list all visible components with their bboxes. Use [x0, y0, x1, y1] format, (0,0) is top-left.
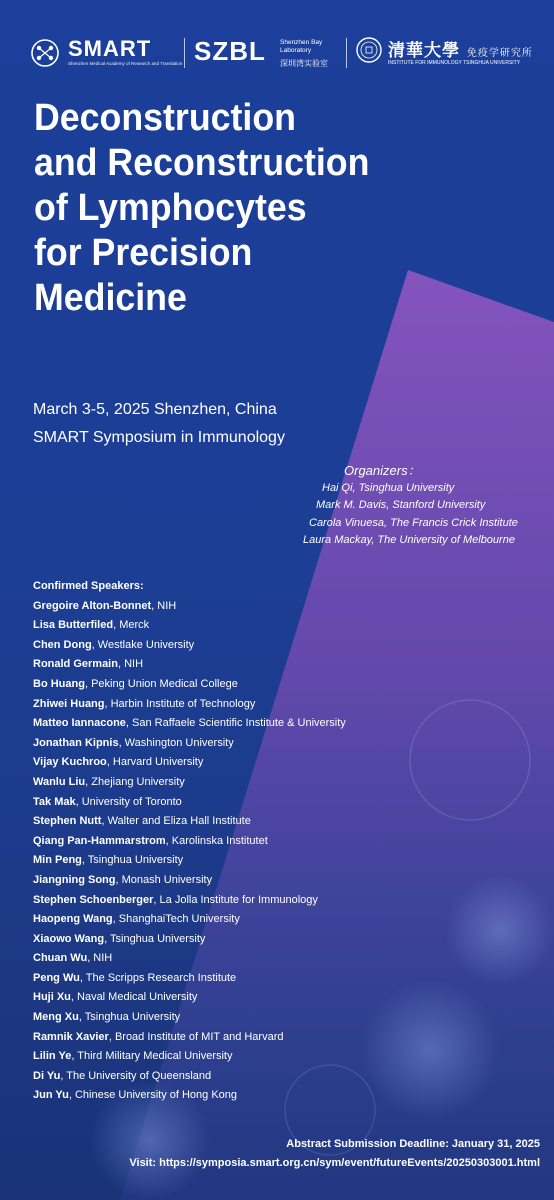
- speaker-name: Chen Dong: [33, 638, 92, 651]
- event-info: [33, 396, 285, 452]
- speaker-item: [33, 655, 346, 675]
- smart-logo: [30, 36, 183, 72]
- speaker-name: Lisa Butterfiled: [33, 619, 114, 632]
- speaker-item: [33, 1086, 346, 1106]
- speaker-affiliation: , San Raffaele Scientific Institute & University: [125, 717, 346, 730]
- speaker-name: Jonathan Kipnis: [33, 736, 119, 749]
- speaker-item: [33, 988, 346, 1008]
- speaker-item: [33, 871, 346, 891]
- speaker-name: Di Yu: [33, 1069, 61, 1082]
- organizer-item: Hai Qi, Tsinghua University: [322, 481, 455, 494]
- speaker-name: Jiangning Song: [33, 873, 116, 886]
- speaker-name: Xiaowo Wang: [33, 932, 105, 945]
- logo-divider: [346, 38, 347, 68]
- speaker-affiliation: , Monash University: [115, 873, 213, 886]
- speaker-item: [33, 773, 346, 793]
- speaker-item: [33, 714, 346, 734]
- speaker-item: [33, 1047, 346, 1067]
- organizer-item: Laura Mackay, The University of Melbourne: [303, 534, 515, 546]
- poster-title: [34, 96, 476, 321]
- speaker-affiliation: , The Scripps Research Institute: [79, 971, 237, 984]
- speaker-affiliation: , The University of Queensland: [60, 1069, 212, 1082]
- speaker-name: Wanlu Liu: [33, 775, 86, 788]
- speaker-list: [33, 597, 346, 1106]
- speaker-name: Ramnik Xavier: [33, 1030, 109, 1043]
- speaker-item: [33, 910, 346, 930]
- speaker-name: Qiang Pan-Hammarstrom: [33, 834, 166, 847]
- speaker-affiliation: , Walter and Eliza Hall Institute: [101, 815, 251, 828]
- szbl-logo-subtitle: Shenzhen Bay Laboratory: [280, 39, 323, 54]
- smart-emblem-icon: [30, 38, 60, 68]
- speaker-item: [33, 930, 346, 950]
- speaker-item: [33, 675, 346, 695]
- organizers-heading: Organizers：: [344, 463, 421, 478]
- speaker-name: Bo Huang: [33, 677, 85, 690]
- speaker-item: [33, 1028, 346, 1048]
- title-line: Medicine: [34, 277, 187, 319]
- speaker-affiliation: , Tsinghua University: [104, 932, 206, 945]
- speaker-affiliation: , NIH: [151, 599, 177, 612]
- speaker-affiliation: , Zhejiang University: [85, 775, 185, 788]
- speaker-affiliation: , Westlake University: [91, 638, 195, 651]
- speaker-affiliation: , Karolinska Institutet: [165, 834, 268, 847]
- speaker-affiliation: , Naval Medical University: [70, 991, 198, 1004]
- speaker-affiliation: , Broad Institute of MIT and Harvard: [108, 1030, 284, 1043]
- organizer-item: Mark M. Davis, Stanford University: [316, 499, 486, 511]
- speaker-item: [33, 949, 346, 969]
- organizer-item: Carola Vinuesa, The Francis Crick Institute: [309, 516, 518, 529]
- speaker-affiliation: , Harvard University: [106, 756, 204, 769]
- speaker-affiliation: , NIH: [117, 658, 144, 671]
- speaker-name: Huji Xu: [33, 991, 71, 1004]
- speaker-affiliation: , NIH: [87, 952, 113, 965]
- smart-logo-name: SMART: [68, 36, 152, 61]
- speaker-name: Haopeng Wang: [33, 913, 113, 926]
- cell-glow-1: [445, 875, 554, 985]
- speaker-name: Meng Xu: [33, 1011, 79, 1024]
- speaker-name: Matteo Iannacone: [33, 717, 126, 730]
- event-date-location: March 3-5, 2025 Shenzhen, China: [33, 401, 277, 418]
- speaker-affiliation: , Third Military Medical University: [71, 1050, 233, 1063]
- footer: [129, 1135, 540, 1173]
- abstract-deadline: Abstract Submission Deadline: January 31, 2025: [286, 1138, 540, 1150]
- speaker-item: [33, 812, 346, 832]
- speaker-item: [33, 597, 346, 617]
- speaker-name: Stephen Schoenberger: [33, 893, 154, 906]
- speaker-name: Stephen Nutt: [33, 815, 102, 828]
- speaker-item: [33, 753, 346, 773]
- speaker-name: Lilin Ye: [33, 1050, 72, 1063]
- speaker-name: Zhiwei Huang: [33, 697, 105, 710]
- event-series: SMART Symposium in Immunology: [33, 429, 285, 446]
- speaker-item: [33, 636, 346, 656]
- speakers-block: [33, 577, 346, 1106]
- szbl-logo-chinese: 深圳湾实验室: [280, 59, 328, 68]
- speaker-affiliation: , Merck: [113, 619, 150, 632]
- speaker-item: [33, 1008, 346, 1028]
- tsinghua-logo-name: 清華大學 免疫学研究所: [388, 41, 533, 61]
- speaker-name: Ronald Germain: [33, 658, 118, 671]
- speaker-affiliation: , Harbin Institute of Technology: [104, 697, 256, 710]
- speakers-heading: Confirmed Speakers:: [33, 580, 144, 592]
- speaker-affiliation: , ShanghaiTech University: [112, 913, 240, 926]
- speaker-item: [33, 851, 346, 871]
- speaker-name: Jun Yu: [33, 1089, 69, 1102]
- tsinghua-seal-icon: [356, 37, 382, 63]
- speaker-affiliation: , Tsinghua University: [78, 1011, 181, 1024]
- logo-divider: [184, 38, 185, 68]
- title-line: for Precision: [34, 232, 253, 274]
- speaker-item: [33, 969, 346, 989]
- title-line: of Lymphocytes: [34, 187, 307, 229]
- speaker-item: [33, 734, 346, 754]
- speaker-item: [33, 891, 346, 911]
- tsinghua-logo-english: INSTITUTE FOR IMMUNOLOGY TSINGHUA UNIVERSITY: [388, 60, 521, 66]
- speaker-item: [33, 832, 346, 852]
- event-url-link[interactable]: Visit: https://symposia.smart.org.cn/sym/event/futureEvents/20250303001.html: [129, 1157, 540, 1169]
- speaker-item: [33, 616, 346, 636]
- speaker-item: [33, 793, 346, 813]
- speaker-affiliation: , Tsinghua University: [81, 854, 184, 867]
- title-line: Deconstruction: [34, 97, 296, 139]
- logo-bar: [30, 34, 533, 74]
- organizers-block: [300, 462, 550, 550]
- speaker-affiliation: , University of Toronto: [75, 795, 182, 808]
- speaker-affiliation: , Peking Union Medical College: [84, 677, 238, 690]
- smart-logo-subtitle: Shenzhen Medical Academy of Research and Translation: [68, 61, 183, 66]
- speaker-name: Chuan Wu: [33, 952, 88, 965]
- speaker-name: Peng Wu: [33, 971, 80, 984]
- speaker-name: Tak Mak: [33, 795, 76, 808]
- speaker-name: Vijay Kuchroo: [33, 756, 107, 769]
- speaker-name: Min Peng: [33, 854, 82, 867]
- speaker-item: [33, 695, 346, 715]
- szbl-logo: [194, 36, 328, 68]
- speaker-name: Gregoire Alton-Bonnet: [33, 599, 152, 612]
- szbl-logo-name: SZBL: [194, 36, 266, 66]
- speaker-affiliation: , Washington University: [118, 736, 234, 749]
- title-line: and Reconstruction: [34, 142, 370, 184]
- speaker-affiliation: , La Jolla Institute for Immunology: [153, 893, 318, 906]
- speaker-item: [33, 1067, 346, 1087]
- speaker-affiliation: , Chinese University of Hong Kong: [68, 1089, 238, 1102]
- cell-glow-2: [360, 980, 500, 1120]
